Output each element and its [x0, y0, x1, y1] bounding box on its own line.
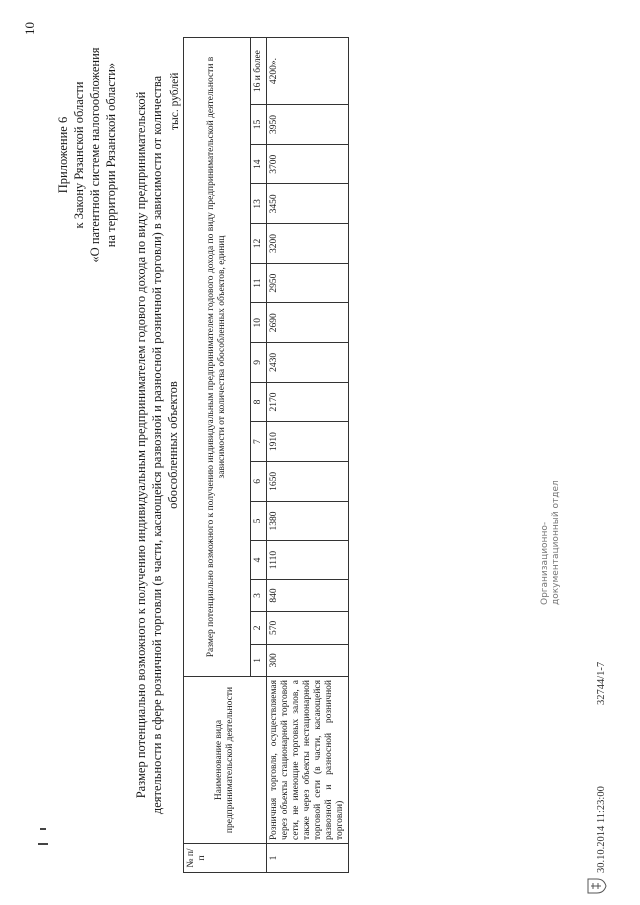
object-count-cell: 16 и более [251, 38, 267, 105]
income-value: 3950 [267, 105, 349, 145]
object-count-cell: 10 [251, 303, 267, 343]
income-value: 1910 [267, 422, 349, 462]
margin-mark [38, 843, 48, 845]
income-value: 2690 [267, 303, 349, 343]
income-value: 570 [267, 612, 349, 644]
income-value: 840 [267, 579, 349, 611]
income-value: 3450 [267, 184, 349, 224]
income-value: 4200». [267, 38, 349, 105]
income-value: 1650 [267, 461, 349, 501]
object-count-cell: 3 [251, 579, 267, 611]
coat-of-arms-icon [585, 875, 607, 897]
col-header-activity: Наименование вида предпринимательской деятельности [184, 677, 267, 844]
annex-title: Приложение 6 [56, 116, 70, 194]
object-count-cell: 6 [251, 461, 267, 501]
object-count-cell: 2 [251, 612, 267, 644]
income-table [183, 37, 349, 873]
object-count-cell: 15 [251, 105, 267, 145]
table-header-row [184, 38, 251, 873]
stamp-line-1: Организационно- [540, 521, 550, 605]
object-count-cell: 9 [251, 343, 267, 383]
page-number: 10 [22, 22, 37, 35]
object-count-cell: 8 [251, 382, 267, 422]
department-stamp [540, 480, 562, 605]
income-value: 1380 [267, 501, 349, 541]
income-value: 2430 [267, 343, 349, 383]
object-count-cell: 4 [251, 541, 267, 580]
annex-block [55, 5, 119, 305]
activity-name: Розничная торговля, осуществляемая через объекты стационарной торговой сети, не имеющие торговых залов, а также через объекты нестационарной торговой сети (в части, касающейся развозной и разносной розничной торговли) [267, 677, 349, 844]
income-value: 300 [267, 644, 349, 676]
object-count-cell: 1 [251, 644, 267, 676]
object-count-cell: 12 [251, 224, 267, 264]
col-header-number: № п/п [184, 844, 267, 873]
object-count-cell: 11 [251, 263, 267, 303]
annex-line-3: на территории Рязанской области» [104, 62, 118, 248]
document-heading: Размер потенциально возможного к получению индивидуальным предпринимателем годового дохода по виду предпринимательской деятельности в сфере розничной торговли (в части, касающейся развозной и разносной розничной торговли) в зависимости от количества обособленных объектов [134, 75, 180, 815]
footer-date: 30.10.2014 11:23:00 [596, 786, 607, 873]
object-count-cell: 14 [251, 144, 267, 184]
income-value: 3700 [267, 144, 349, 184]
annex-line-1: к Закону Рязанской области [72, 81, 86, 229]
row-number: 1 [267, 844, 349, 873]
object-count-cell: 13 [251, 184, 267, 224]
margin-mark [40, 828, 46, 830]
stamp-line-2: документационный отдел [551, 480, 561, 605]
object-count-cell: 7 [251, 422, 267, 462]
income-value: 1110 [267, 541, 349, 580]
income-value: 2950 [267, 263, 349, 303]
col-header-income: Размер потенциально возможного к получению индивидуальным предпринимателем годового дохода по виду предпринимательской деятельности в зависимости от количества обособленных объектов, единиц [184, 38, 251, 677]
table-row [267, 38, 349, 873]
unit-label: тыс. рублей [169, 72, 181, 130]
income-value: 2170 [267, 382, 349, 422]
footer-doc-number: 32744/1-7 [596, 661, 607, 705]
annex-line-2: «О патентной системе налогообложения [88, 47, 102, 263]
object-count-cell: 5 [251, 501, 267, 541]
income-value: 3200 [267, 224, 349, 264]
